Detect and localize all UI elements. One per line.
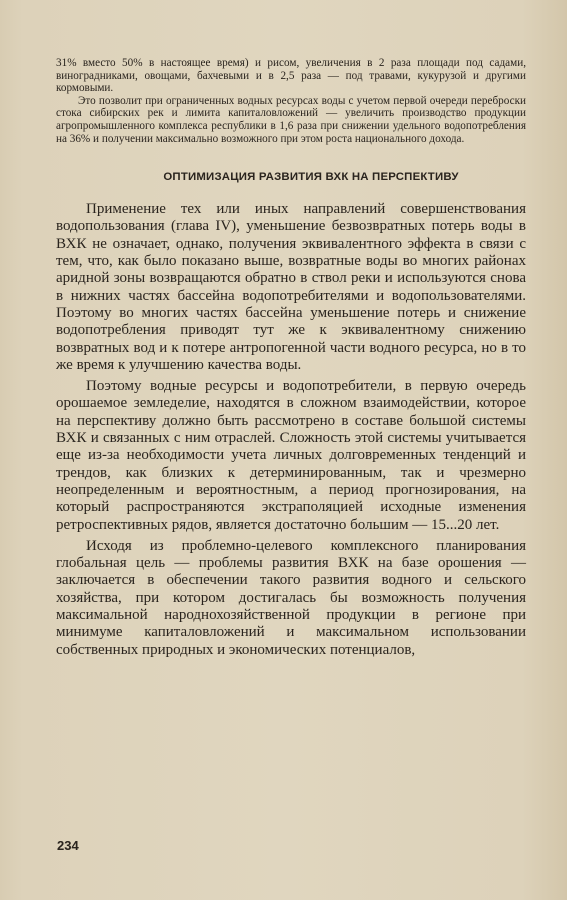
- top-paragraph-1: 31% вместо 50% в настоящее время) и рисом, увеличения в 2 раза площади под садами, виноградниками, овощами, бахчевыми и в 2,5 раза — под травами, кукурузой и другими кормовыми.: [56, 57, 526, 95]
- top-paragraph-2: Это позволит при ограниченных водных ресурсах воды с учетом первой очереди переброски стока сибирских рек и лимита капиталовложений — увеличить производство продукции агропромышленного комплекса республики в 1,6 раза при снижении удельного водопотребления на 36% и получении максимально возможного при этом роста национального дохода.: [56, 94, 526, 145]
- page-number: 234: [57, 838, 79, 853]
- section-heading: ОПТИМИЗАЦИЯ РАЗВИТИЯ ВХК НА ПЕРСПЕКТИВУ: [163, 171, 459, 184]
- page-content: [56, 57, 526, 659]
- body-paragraph-2: Поэтому водные ресурсы и водопотребители, в первую очередь орошаемое земледелие, находятся в сложном взаимодействии, которое на перспективу должно быть рассмотрено в составе большой системы ВХК и связанных с ним отраслей. Сложность этой системы учитывается еще из-за необходимости учета личных долговременных тенденций и трендов, как близких к детерминированным, так и чрезмерно неопределенным и вероятностным, а период прогнозирования, на который распространяются экстраполяцией исходные изменения ретроспективных рядов, является достаточно большим — 15...20 лет.: [56, 378, 526, 533]
- body-paragraph-1: Применение тех или иных направлений совершенствования водопользования (глава IV), уменьшение безвозвратных потерь воды в ВХК не означает, однако, получения эквивалентного эффекта в связи с тем, что, как было показано выше, возвратные воды во многих районах аридной зоны возвращаются обратно в ствол реки и используются снова в нижних частях бассейна водопотребителями и водопользователями. Поэтому во многих частях бассейна уменьшение потерь и снижение водопотребления приводят тут же к эквивалентному снижению возвратных вод и к потере антропогенной части водного ресурса, но в то же время к улучшению качества воды.: [56, 201, 526, 373]
- body-paragraph-3: Исходя из проблемно-целевого комплексного планирования глобальная цель — проблемы развития ВХК на базе орошения — заключается в обеспечении такого развития водного и сельского хозяйства, при котором достигалась бы возможность получения максимальной народнохозяйственной продукции в регионе при минимуме капиталовложений и максимальном использовании собственных природных и экономических потенциалов,: [56, 537, 526, 658]
